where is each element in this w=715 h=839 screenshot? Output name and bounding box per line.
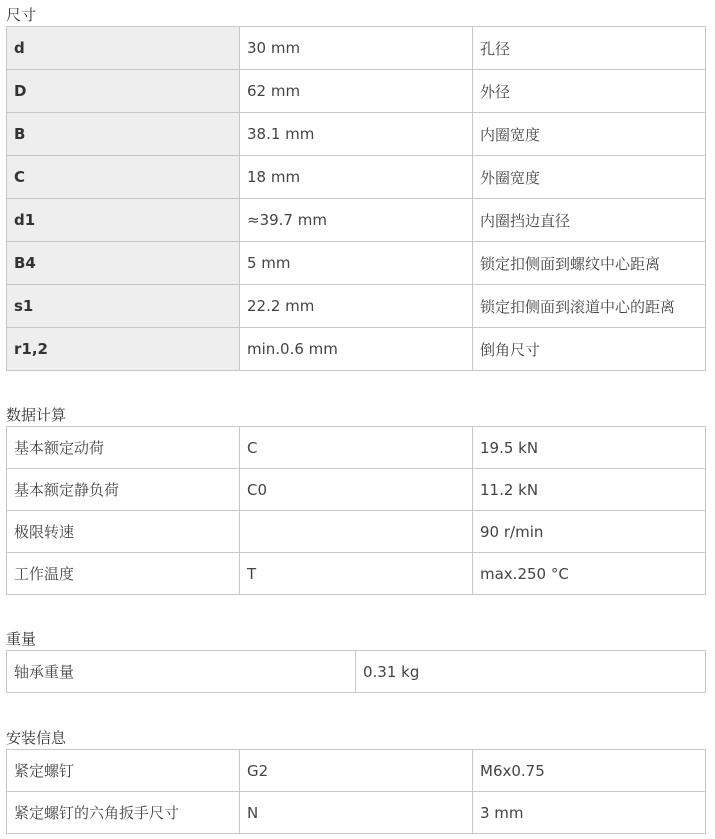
table-row: [7, 328, 706, 371]
symbol-cell: T: [240, 553, 473, 595]
table-row: [7, 113, 706, 156]
description-cell: 锁定扣侧面到螺纹中心距离: [473, 242, 706, 285]
value-cell: min.0.6 mm: [240, 328, 473, 371]
dimensions-section: [6, 4, 706, 371]
table-row: [7, 70, 706, 113]
weight-section: [6, 628, 706, 693]
weight-tbody: [7, 651, 706, 693]
installation-tbody: [7, 750, 706, 834]
description-cell: 锁定扣侧面到滚道中心的距离: [473, 285, 706, 328]
calculation-section: [6, 404, 706, 595]
value-cell: 18 mm: [240, 156, 473, 199]
symbol-cell: B4: [7, 242, 240, 285]
description-cell: 外圈宽度: [473, 156, 706, 199]
symbol-cell: [240, 511, 473, 553]
name-cell: 工作温度: [7, 553, 240, 595]
dimensions-title: 尺寸: [6, 6, 37, 24]
description-cell: 内圈挡边直径: [473, 199, 706, 242]
table-row: [7, 553, 706, 595]
value-cell: 30 mm: [240, 27, 473, 70]
name-cell: 极限转速: [7, 511, 240, 553]
value-cell: 90 r/min: [473, 511, 706, 553]
description-cell: 孔径: [473, 27, 706, 70]
value-cell: M6x0.75: [473, 750, 706, 792]
calculation-table: [6, 426, 706, 595]
dimensions-table: [6, 26, 706, 371]
name-cell: 轴承重量: [7, 651, 356, 693]
weight-table: [6, 650, 706, 693]
table-row: [7, 285, 706, 328]
value-cell: 38.1 mm: [240, 113, 473, 156]
table-row: [7, 651, 706, 693]
symbol-cell: G2: [240, 750, 473, 792]
symbol-cell: C0: [240, 469, 473, 511]
weight-title: 重量: [6, 630, 37, 648]
installation-section: [6, 727, 706, 834]
installation-table: [6, 749, 706, 834]
table-row: [7, 792, 706, 834]
table-row: [7, 427, 706, 469]
value-cell: 11.2 kN: [473, 469, 706, 511]
name-cell: 紧定螺钉的六角扳手尺寸: [7, 792, 240, 834]
installation-title: 安装信息: [6, 729, 67, 747]
table-row: [7, 750, 706, 792]
value-cell: 19.5 kN: [473, 427, 706, 469]
symbol-cell: N: [240, 792, 473, 834]
name-cell: 基本额定动荷: [7, 427, 240, 469]
description-cell: 外径: [473, 70, 706, 113]
symbol-cell: C: [240, 427, 473, 469]
table-row: [7, 242, 706, 285]
symbol-cell: r1,2: [7, 328, 240, 371]
dimensions-tbody: [7, 27, 706, 371]
calculation-title: 数据计算: [6, 406, 67, 424]
table-row: [7, 199, 706, 242]
value-cell: 5 mm: [240, 242, 473, 285]
symbol-cell: B: [7, 113, 240, 156]
symbol-cell: C: [7, 156, 240, 199]
description-cell: 倒角尺寸: [473, 328, 706, 371]
value-cell: max.250 °C: [473, 553, 706, 595]
value-cell: 0.31 kg: [356, 651, 706, 693]
value-cell: 62 mm: [240, 70, 473, 113]
description-cell: 内圈宽度: [473, 113, 706, 156]
value-cell: ≈39.7 mm: [240, 199, 473, 242]
symbol-cell: s1: [7, 285, 240, 328]
calculation-tbody: [7, 427, 706, 595]
symbol-cell: d: [7, 27, 240, 70]
name-cell: 基本额定静负荷: [7, 469, 240, 511]
value-cell: 3 mm: [473, 792, 706, 834]
symbol-cell: d1: [7, 199, 240, 242]
table-row: [7, 27, 706, 70]
name-cell: 紧定螺钉: [7, 750, 240, 792]
table-row: [7, 156, 706, 199]
symbol-cell: D: [7, 70, 240, 113]
value-cell: 22.2 mm: [240, 285, 473, 328]
table-row: [7, 469, 706, 511]
table-row: [7, 511, 706, 553]
